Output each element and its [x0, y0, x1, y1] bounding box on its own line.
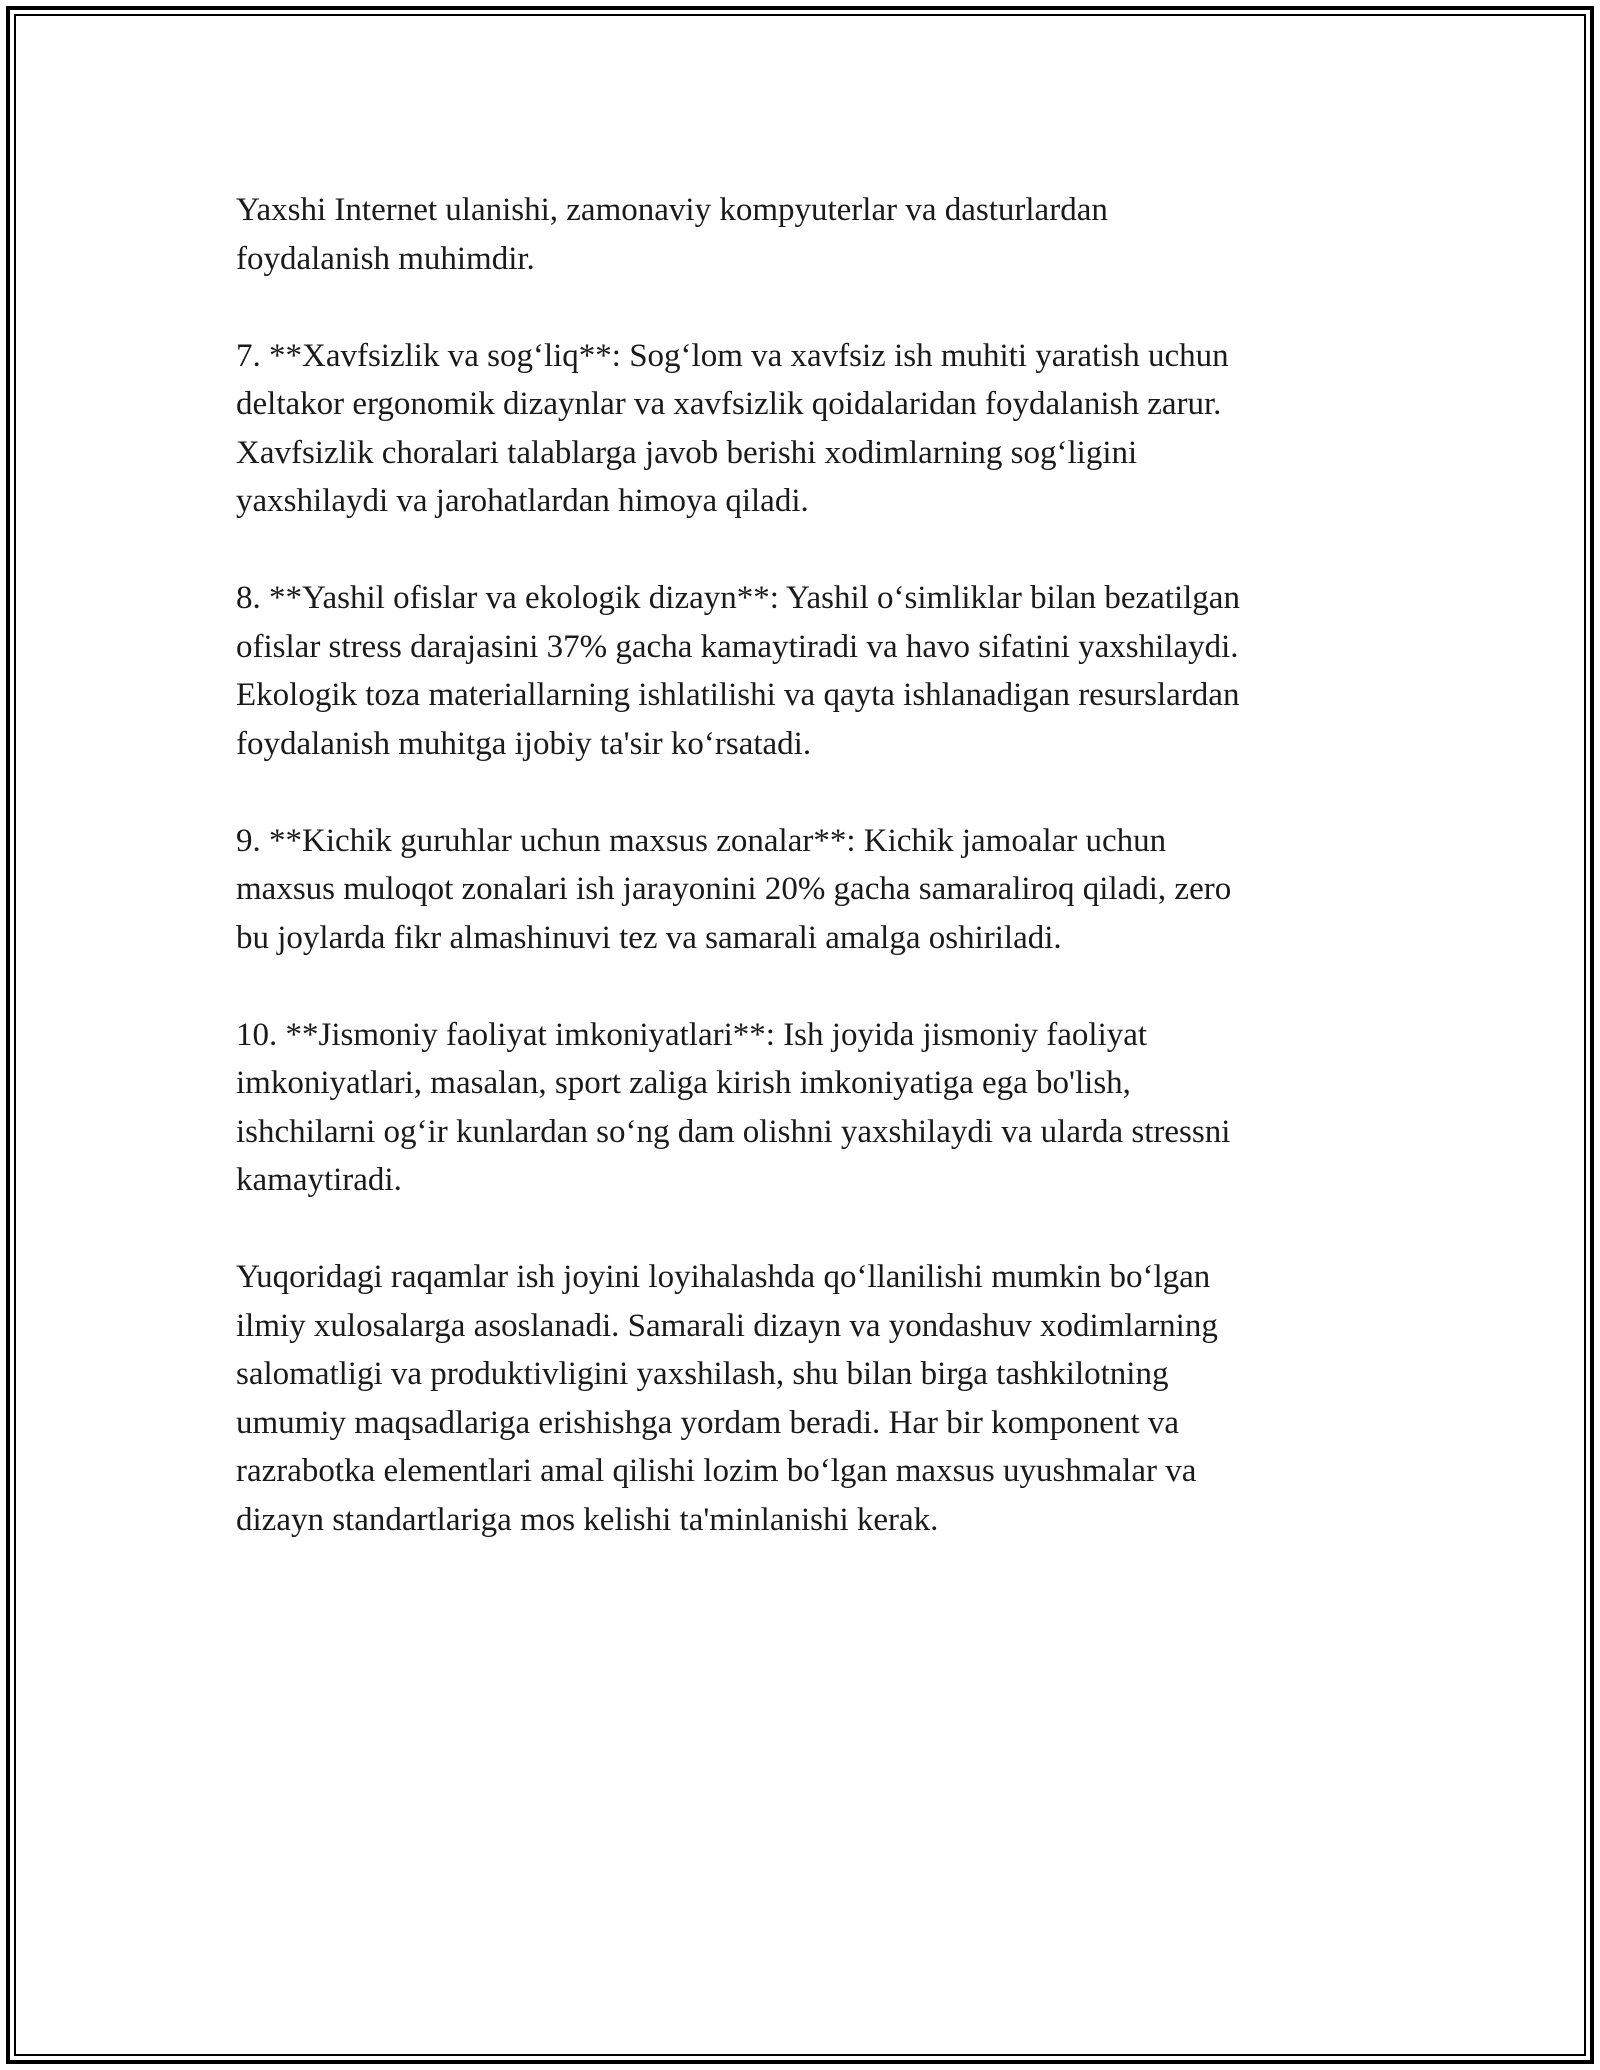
paragraph-item-10-physical-activity: 10. **Jismoniy faoliyat imkoniyatlari**: Ish joyida jismoniy faoliyat imkoniyatlari, masalan, sport zaliga kirish imkoniyatiga ega bo'lish, ishchilarni og‘ir kunlardan so‘ng dam olishni yaxshilaydi va ularda stressni kamaytiradi. — [236, 1016, 1231, 1198]
paragraph-item-7-safety: 7. **Xavfsizlik va sog‘liq**: Sog‘lom va xavfsiz ish muhiti yaratish uchun deltakor ergonomik dizaynlar va xavfsizlik qoidalaridan foydalanish zarur. Xavfsizlik choralari talablarga javob berishi xodimlarning sog‘ligini yaxshilaydi va jarohatlardan himoya qiladi. — [236, 337, 1229, 519]
document-body — [236, 186, 1396, 1593]
paragraph-item-9-small-groups: 9. **Kichik guruhlar uchun maxsus zonalar**: Kichik jamoalar uchun maxsus muloqot zonalari ish jarayonini 20% gacha samaraliroq qiladi, zero bu joylarda fikr almashinuvi tez va samarali amalga oshiriladi. — [236, 822, 1232, 956]
paragraph-internet: Yaxshi Internet ulanishi, zamonaviy kompyuterlar va dasturlardan foydalanish muhimdir. — [236, 192, 1108, 277]
paragraph-conclusion: Yuqoridagi raqamlar ish joyini loyihalashda qo‘llanilishi mumkin bo‘lgan ilmiy xulosalarga asoslanadi. Samarali dizayn va yondashuv xodimlarning salomatligi va produktivligini yaxshilash, shu bilan birga tashkilotning umumiy maqsadlariga erishishga yordam beradi. Har bir komponent va razrabotka elementlari amal qilishi lozim bo‘lgan maxsus uyushmalar va dizayn standartlariga mos kelishi ta'minlanishi kerak. — [236, 1259, 1218, 1538]
paragraph-item-8-green-offices: 8. **Yashil ofislar va ekologik dizayn**: Yashil o‘simliklar bilan bezatilgan ofislar stress darajasini 37% gacha kamaytiradi va havo sifatini yaxshilaydi. Ekologik toza materiallarning ishlatilishi va qayta ishlanadigan resurslardan foydalanish muhitga ijobiy ta'sir ko‘rsatadi. — [236, 580, 1240, 762]
